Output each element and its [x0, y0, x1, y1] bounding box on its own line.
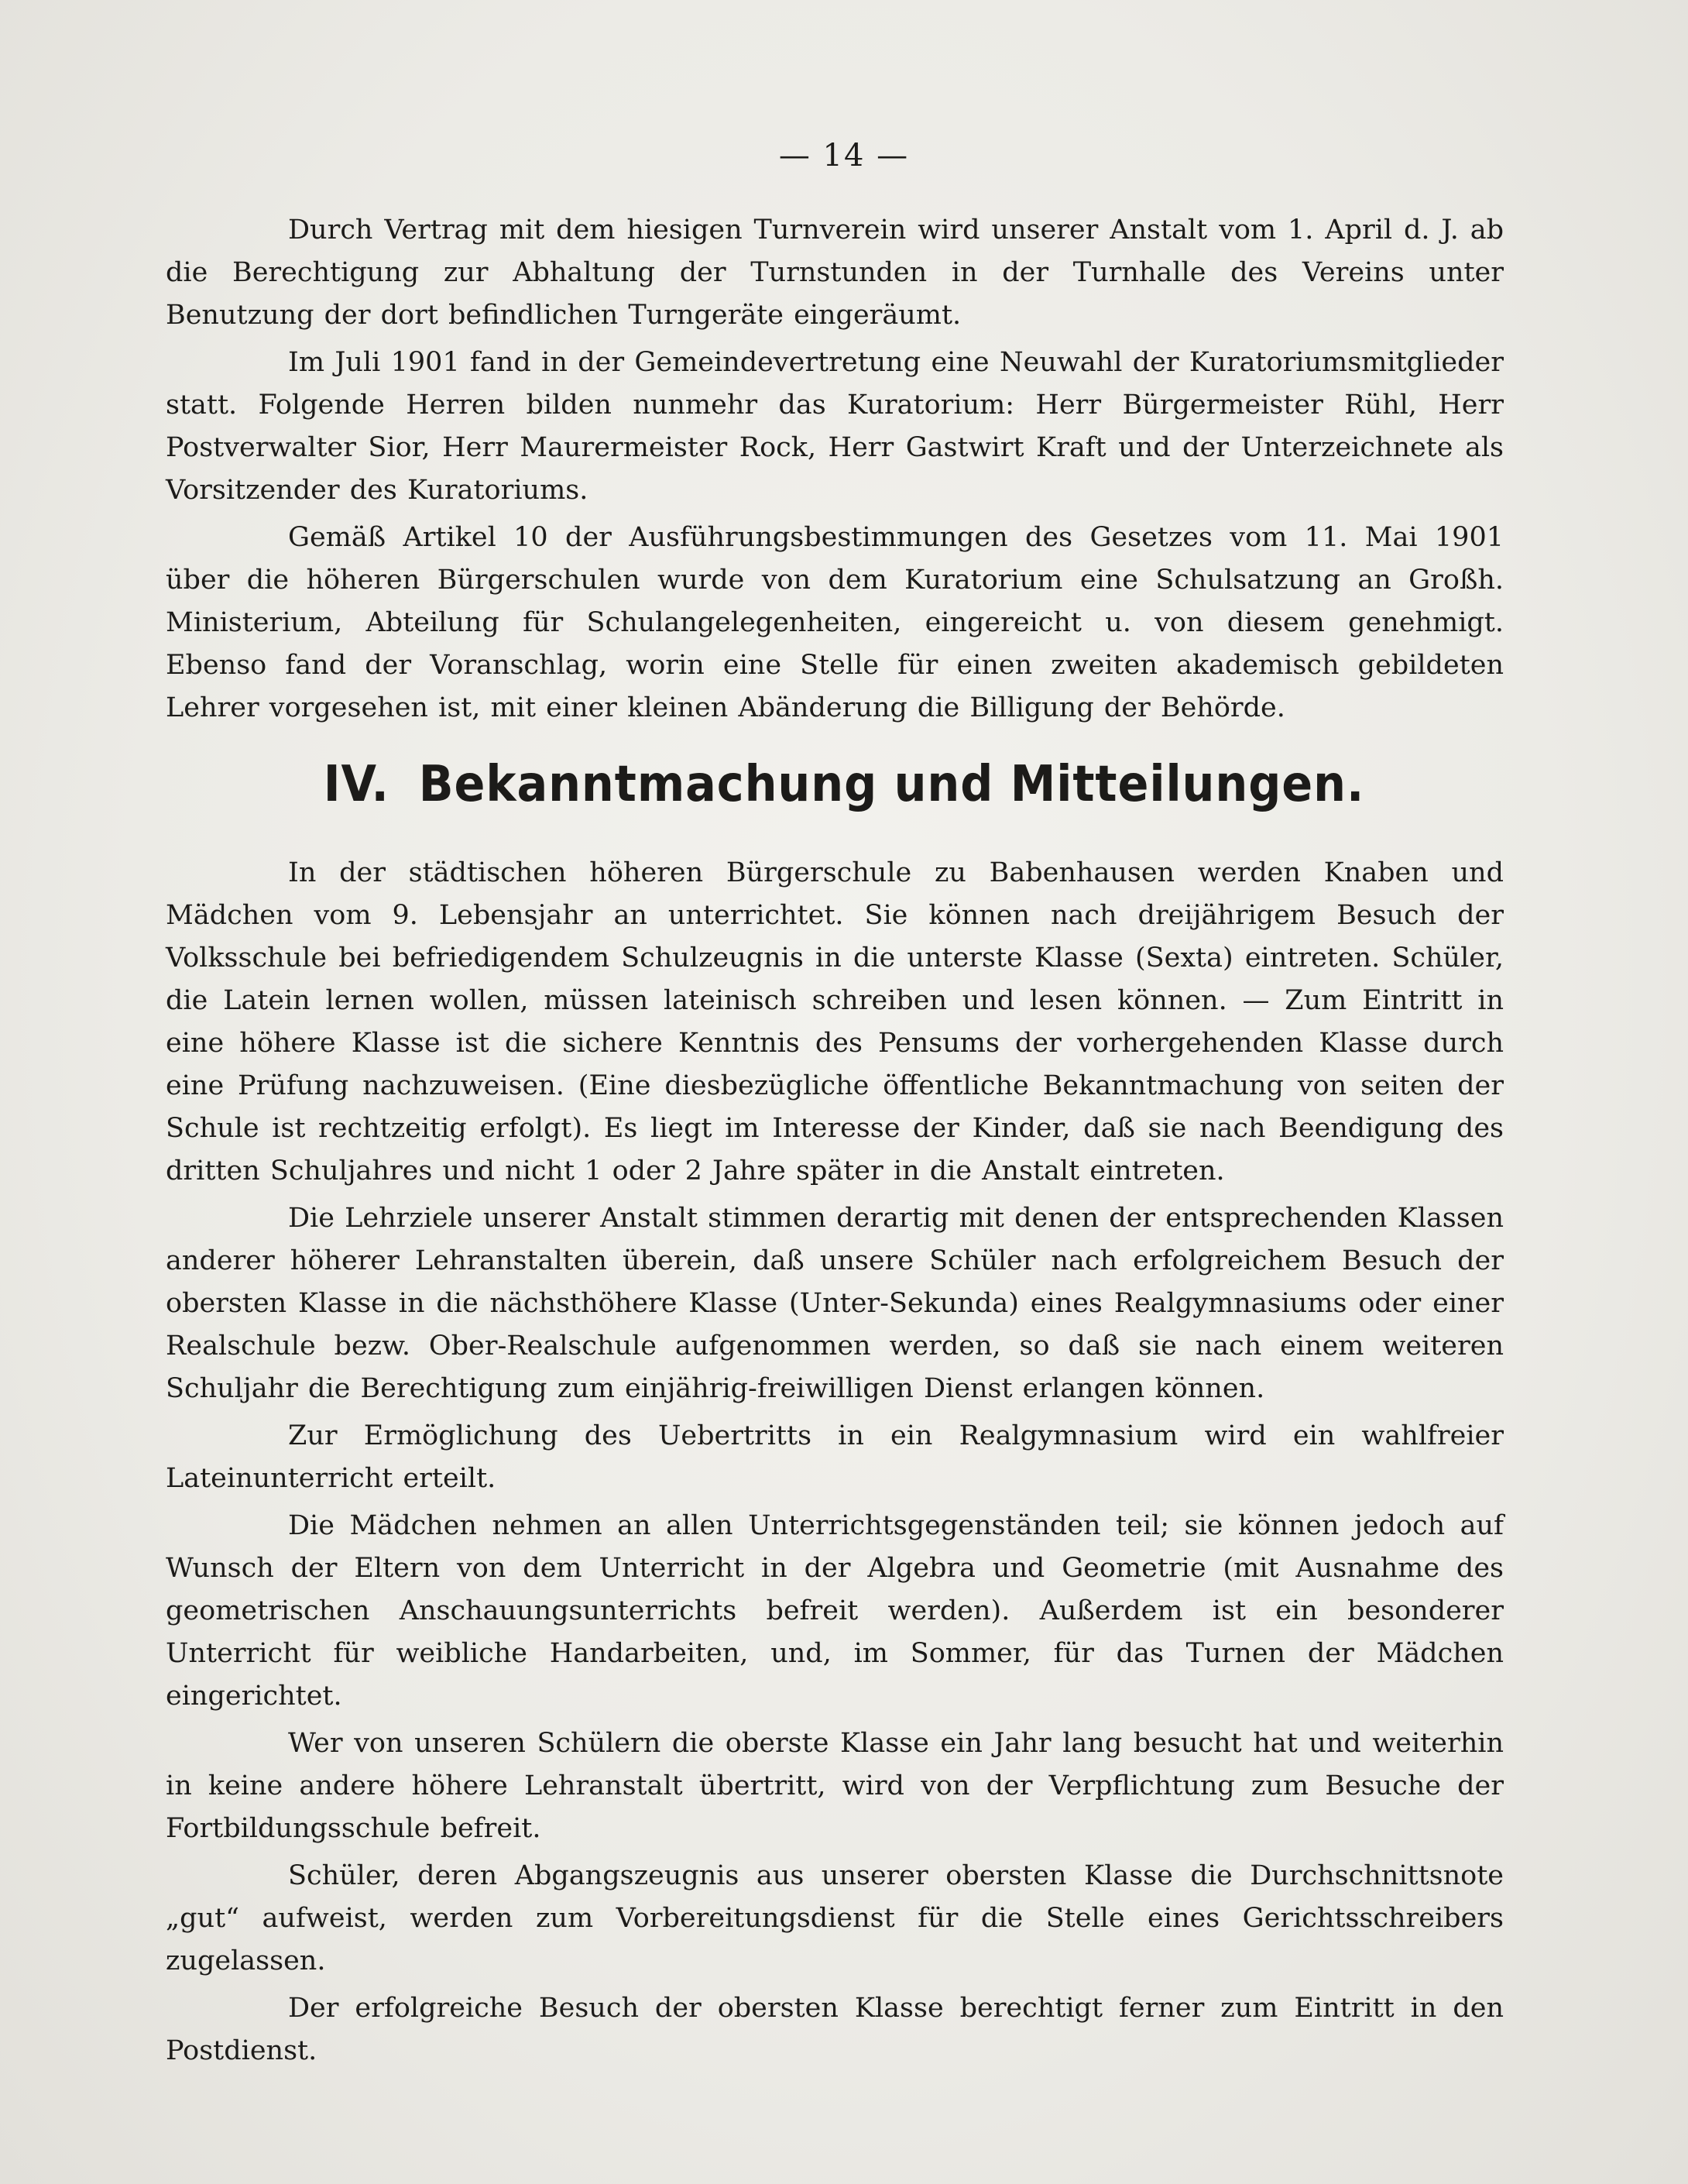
section-heading [67, 756, 1621, 813]
paragraph-schulsatzung: Gemäß Artikel 10 der Ausführungsbestimmungen des Gesetzes vom 11. Mai 1901 über die höheren Bürgerschulen wurde von dem Kuratorium eine Schulsatzung an Großh. Ministerium, Abteilung für Schulangelegenheiten, eingereicht u. von diesem genehmigt. Ebenso fand der Voranschlag, worin eine Stelle für einen zweiten akademisch gebildeten Lehrer vorgesehen ist, mit einer kleinen Abänderung die Billigung der Behörde. [166, 522, 1504, 723]
paragraph-maedchen: Die Mädchen nehmen an allen Unterrichtsgegenständen teil; sie können jedoch auf Wunsch der Eltern von dem Unterricht in der Algebra und Geometrie (mit Ausnahme des geometrischen Anschauungsunterrichts befreit werden). Außerdem ist ein besonderer Unterricht für weibliche Handarbeiten, und, im Sommer, für das Turnen der Mädchen eingerichtet. [166, 1510, 1504, 1712]
top-text-block [166, 209, 1504, 730]
page-number: — 14 — [778, 138, 910, 173]
paragraph-kuratorium: Im Juli 1901 fand in der Gemeindevertretung eine Neuwahl der Kuratoriumsmitglieder statt. Folgende Herren bilden nunmehr das Kuratorium: Herr Bürgermeister Rühl, Herr Postverwalter Sior, Herr Maurermeister Rock, Herr Gastwirt Kraft und der Unterzeichnete als Vorsitzender des Kuratoriums. [166, 347, 1504, 506]
paragraph-fortbildungsschule: Wer von unseren Schülern die oberste Klasse ein Jahr lang besucht hat und weiterhin in keine andere höhere Lehranstalt übertritt, wird von der Verpflichtung zum Besuche der Fortbildungsschule befreit. [166, 1728, 1504, 1844]
bottom-text-block [166, 852, 1504, 2072]
section-numeral: IV. [323, 756, 389, 813]
paragraph-aufnahme: In der städtischen höheren Bürgerschule zu Babenhausen werden Knaben und Mädchen vom 9. Lebensjahr an unterrichtet. Sie können nach dreijährigem Besuch der Volksschule bei befriedigendem Schulzeugnis in die unterste Klasse (Sexta) eintreten. Schüler, die Latein lernen wollen, müssen lateinisch schreiben und lesen können. — Zum Eintritt in eine höhere Klasse ist die sichere Kenntnis des Pensums der vorhergehenden Klasse durch eine Prüfung nachzuweisen. (Eine diesbezügliche öffentliche Bekanntmachung von seiten der Schule ist rechtzeitig erfolgt). Es liegt im Interesse der Kinder, daß sie nach Beendigung des dritten Schuljahres und nicht 1 oder 2 Jahre später in die Anstalt eintreten. [166, 857, 1504, 1186]
paragraph-latein: Zur Ermöglichung des Uebertritts in ein Realgymnasium wird ein wahlfreier Lateinunterricht erteilt. [166, 1420, 1504, 1494]
section-title: Bekanntmachung und Mitteilungen. [418, 756, 1365, 813]
paragraph-lehrziele: Die Lehrziele unserer Anstalt stimmen derartig mit denen der entsprechenden Klassen anderer höherer Lehranstalten überein, daß unsere Schüler nach erfolgreichem Besuch der obersten Klasse in die nächsthöhere Klasse (Unter-Sekunda) eines Realgymnasiums oder einer Realschule bezw. Ober-Realschule aufgenommen werden, so daß sie nach einem weiteren Schuljahr die Berechtigung zum einjährig-freiwilligen Dienst erlangen können. [166, 1203, 1504, 1404]
paragraph-turnverein: Durch Vertrag mit dem hiesigen Turnverein wird unserer Anstalt vom 1. April d. J. ab die Berechtigung zur Abhaltung der Turnstunden in der Turnhalle des Vereins unter Benutzung der dort befindlichen Turngeräte eingeräumt. [166, 215, 1504, 331]
paragraph-postdienst: Der erfolgreiche Besuch der obersten Klasse berechtigt ferner zum Eintritt in den Postdienst. [166, 1993, 1504, 2066]
paragraph-gerichtsschreiber: Schüler, deren Abgangszeugnis aus unserer obersten Klasse die Durchschnittsnote „gut“ aufweist, werden zum Vorbereitungsdienst für die Stelle eines Gerichtsschreibers zugelassen. [166, 1860, 1504, 1976]
